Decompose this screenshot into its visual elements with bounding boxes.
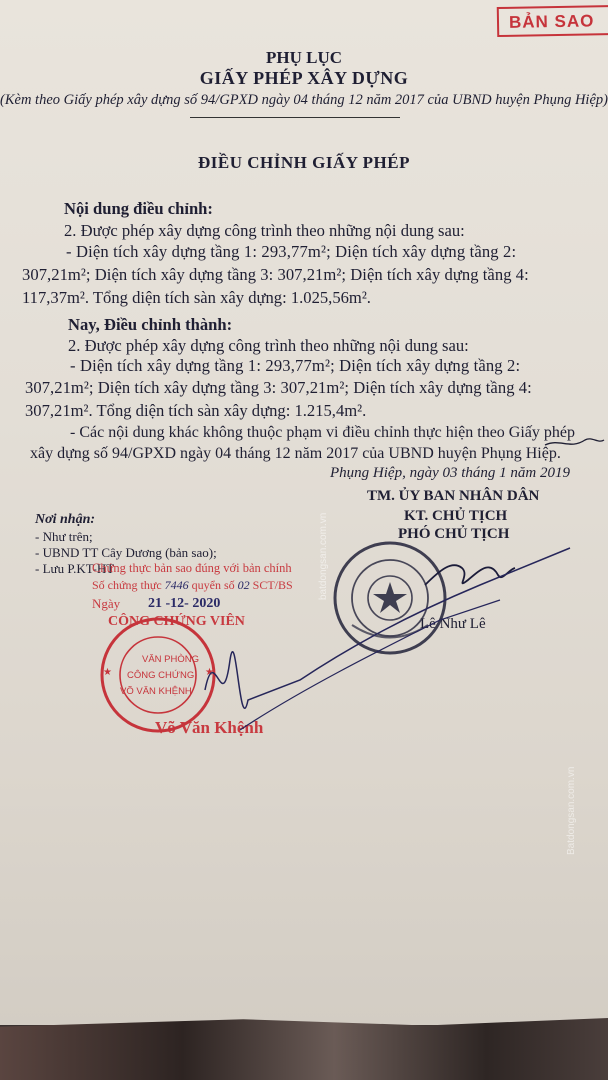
certification-date-label: Ngày (92, 596, 121, 611)
signatory-org: TM. ỦY BAN NHÂN DÂN (367, 488, 540, 504)
section2-line3: 307,21m². Tổng diện tích sàn xây dựng: 1.215,4m². (25, 401, 367, 420)
table-surface (0, 1018, 608, 1080)
section2-title: Nay, Điều chỉnh thành: (68, 315, 233, 334)
place-date: Phụng Hiệp, ngày 03 tháng 1 năm 2019 (330, 465, 570, 481)
section1-line3: 117,37m². Tổng diện tích sàn xây dựng: 1.025,56m². (22, 288, 371, 307)
notary-signature (205, 548, 570, 708)
section1-line1: - Diện tích xây dựng tầng 1: 293,77m²; Diện tích xây dựng tầng 2: (66, 242, 517, 261)
svg-text:★: ★ (205, 667, 214, 678)
watermark-1: batdongsan.com.vn (318, 512, 329, 600)
section2-line5: xây dựng số 94/GPXD ngày 04 tháng 12 năm 2017 của UBND huyện Phụng Hiệp. (30, 445, 561, 462)
notary-name: Võ Văn Khệnh (155, 718, 264, 737)
copy-stamp: BẢN SAO (497, 5, 608, 37)
notary-seal-line1: VĂN PHÒNG (142, 654, 200, 665)
certification-line2: Số chứng thực 7446 quyển số 02 SCT/BS (92, 578, 293, 592)
section2-line1: - Diện tích xây dựng tầng 1: 293,77m²; Diện tích xây dựng tầng 2: (70, 356, 521, 375)
ubnd-seal (335, 543, 445, 653)
signatory-role: PHÓ CHỦ TỊCH (398, 526, 510, 542)
section2-line4: - Các nội dung khác không thuộc phạm vi điều chỉnh thực hiện theo Giấy phép (70, 424, 575, 441)
section2-line2: 307,21m²; Diện tích xây dựng tầng 3: 307,21m²; Diện tích xây dựng tầng 4: (25, 378, 532, 397)
watermark-2: Batdongsan.com.vn (566, 766, 577, 855)
notary-role: CÔNG CHỨNG VIÊN (108, 614, 245, 629)
recipients-title: Nơi nhận: (35, 512, 96, 527)
recipient-3: - Lưu P.KT-HT (35, 561, 115, 576)
section1-title: Nội dung điều chỉnh: (64, 199, 213, 218)
section1-line2: 307,21m²; Diện tích xây dựng tầng 3: 307,21m²; Diện tích xây dựng tầng 4: (22, 265, 529, 284)
notary-signature-tail (240, 600, 500, 730)
notary-seal (102, 619, 214, 731)
recipient-1: - Như trên; (35, 529, 93, 544)
permit-reference: (Kèm theo Giấy phép xây dựng số 94/GPXD ngày 04 tháng 12 năm 2017 của UBND huyện Phụng Hiệp) (0, 92, 608, 108)
section1-item: 2. Được phép xây dựng công trình theo những nội dung sau: (64, 221, 465, 240)
notary-seal-line2: CÔNG CHỨNG (127, 670, 195, 681)
notary-seal-line3: VÕ VĂN KHỆNH (120, 686, 192, 697)
certification-date: 21 -12- 2020 (148, 596, 221, 611)
recipient-2: - UBND TT Cây Dương (bản sao); (35, 545, 217, 560)
signatory-kt: KT. CHỦ TỊCH (404, 508, 508, 524)
section2-item: 2. Được phép xây dựng công trình theo những nội dung sau: (68, 336, 469, 355)
appendix-title: PHỤ LỤC (265, 48, 343, 67)
certification-line1: Chứng thực bản sao đúng với bản chính (92, 561, 292, 575)
adjustment-heading: ĐIỀU CHỈNH GIẤY PHÉP (198, 153, 410, 172)
line-flourish (545, 439, 604, 445)
signatory-name: Lê Như Lê (420, 616, 486, 632)
permit-title: GIẤY PHÉP XÂY DỰNG (199, 68, 409, 88)
svg-text:★: ★ (103, 667, 112, 678)
